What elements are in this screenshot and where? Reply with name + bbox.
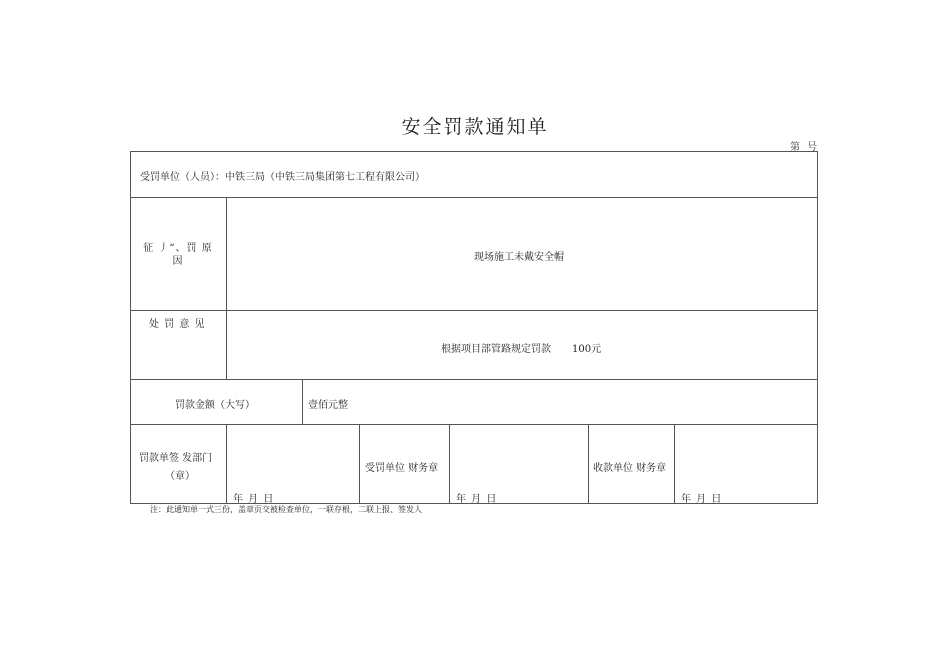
column-divider bbox=[359, 424, 360, 504]
document-number-label: 第 号 bbox=[790, 142, 820, 153]
issuer-label: 罚款单签 发部门 bbox=[139, 453, 213, 464]
table-frame bbox=[130, 151, 818, 504]
amount-upper-value: 壹佰元整 bbox=[308, 400, 348, 411]
opinion-amount: 100元 bbox=[572, 344, 602, 355]
document-title: 安全罚款通知单 bbox=[401, 116, 549, 138]
column-divider bbox=[674, 424, 675, 504]
receiver-finance-seal-label: 受罚单位 财务章 bbox=[365, 463, 439, 474]
reason-value: 现场施工未戴安全帽 bbox=[474, 252, 564, 263]
column-divider bbox=[226, 424, 227, 504]
reason-label: 征 丿“、罚 原 因 bbox=[143, 243, 213, 267]
column-divider bbox=[588, 424, 589, 504]
column-divider bbox=[226, 197, 227, 379]
receiver-date: 年 月 日 bbox=[456, 494, 498, 505]
column-divider bbox=[302, 379, 303, 424]
collector-date: 年 月 日 bbox=[681, 494, 723, 505]
opinion-value: 根据项目部管路规定罚款 bbox=[441, 344, 551, 355]
row-divider bbox=[130, 197, 818, 198]
row-divider bbox=[130, 310, 818, 311]
column-divider bbox=[449, 424, 450, 504]
opinion-label: 处 罚 意 见 bbox=[149, 319, 206, 330]
recipient-label: 受罚单位（人员）：中铁三局（中铁三局集团第七工程有限公司） bbox=[140, 172, 425, 183]
row-divider bbox=[130, 379, 818, 380]
collector-finance-seal-label: 收款单位 财务章 bbox=[593, 463, 667, 474]
issuer-seal: （章） bbox=[165, 471, 195, 482]
footnote: 注：此通知单一式三份，盖章页交被检查单位，一联存根，二联上报、签发人 bbox=[150, 505, 422, 514]
issuer-date: 年 月 日 bbox=[233, 494, 275, 505]
amount-upper-label: 罚款金额（大写） bbox=[175, 400, 255, 411]
row-divider bbox=[130, 424, 818, 425]
